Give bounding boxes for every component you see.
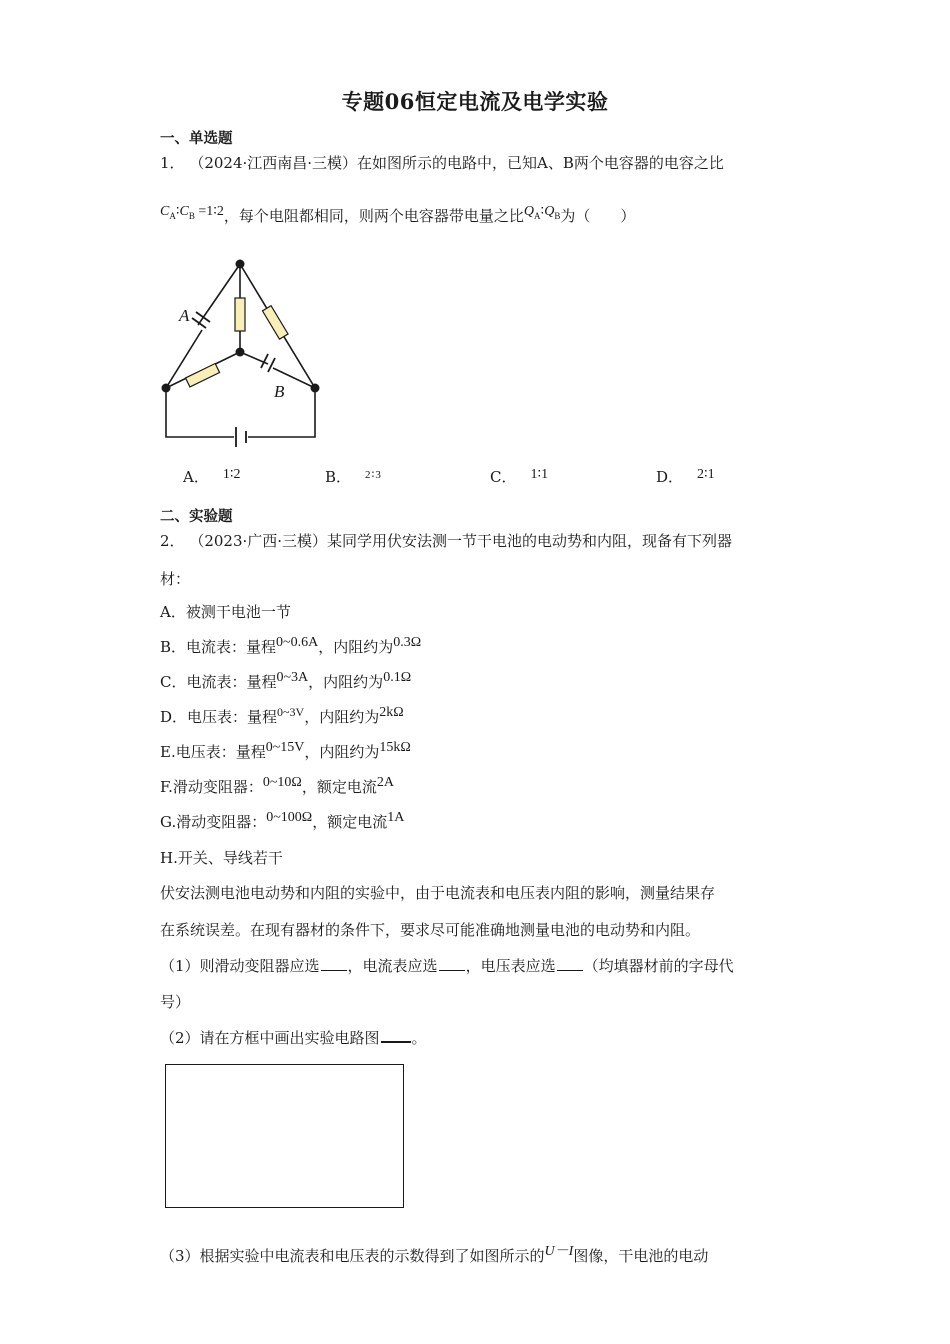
junction-node-top [236,260,245,269]
wire-segment [198,264,240,325]
equipment-item-a: A．被测干电池一节 [160,603,291,621]
q1-option-c[interactable]: C． 1∶1 [490,467,549,486]
equipment-item-f: F.滑动变阻器：0~10Ω，额定电流2A [160,775,394,796]
q2-line1 [160,531,732,551]
q1-source: （2024·江西南昌·三模） [189,154,358,172]
equipment-item-b: B．电流表：量程0~0.6A，内阻约为0.3Ω [160,635,422,656]
circuit-drawing-box[interactable] [165,1064,404,1208]
q1-option-a[interactable]: A． 1∶2 [183,467,241,486]
resistor-lower-left [186,363,220,386]
answer-blank-voltmeter[interactable] [557,956,583,971]
q1-charge-ratio: $Q_A∶Q_B$ [523,204,561,221]
q1-option-d[interactable]: D． 2∶1 [656,467,715,486]
wire-segment [166,388,234,437]
q1-text-line1: 在如图所示的电路中，已知A、B两个电容器的电容之比 [357,154,724,172]
q1-number: 1． [160,154,185,172]
q2-paragraph-line1: 伏安法测电池电动势和内阻的实验中，由于电流表和电压表内阻的影响，测量结果存 [160,884,716,902]
equipment-item-h: H.开关、导线若干 [160,849,283,867]
q1-line2 [160,206,635,232]
answer-blank-circuit[interactable] [381,1027,411,1043]
q1-answer-paren: 为（ ） [560,207,636,225]
equipment-item-e: E.电压表：量程0~15V，内阻约为15kΩ [160,740,411,761]
q2-source: （2023·广西·三模） [189,532,328,550]
q1-option-b[interactable]: B． $^{2∶3}$ [325,468,382,486]
q1-capacitance-ratio: $C_A∶C_B$ =1∶2 [160,204,224,221]
u-i-label: U－I [544,1244,574,1259]
q2-intro-line2: 材： [160,570,191,588]
answer-blank-rheostat[interactable] [321,956,347,971]
q2-number: 2． [160,532,185,550]
capacitor-a-label: A [179,306,190,325]
page-title: 专题06恒定电流及电学实验 [341,89,609,114]
triangle-circuit-figure [150,250,330,455]
equipment-item-g: G.滑动变阻器：0~100Ω，额定电流1A [160,810,405,831]
q2-subquestion-1: （1）则滑动变阻器应选 ，电流表应选 ，电压表应选 （均填器材前的字母代 [160,957,734,975]
equipment-item-d: D．电压表：量程$^{0\sim 3V}$，内阻约为2kΩ [160,705,404,726]
junction-node-left [162,384,171,393]
q1-text-line2: ，每个电阻都相同，则两个电容器带电量之比 [223,207,524,225]
resistor-vertical [235,298,245,331]
q2-subquestion-2: （2）请在方框中画出实验电路图 。 [160,1029,427,1047]
q2-paragraph-line2: 在系统误差。在现有器材的条件下，要求尽可能准确地测量电池的电动势和内阻。 [160,921,701,939]
q2-intro-line1: 某同学用伏安法测一节干电池的电动势和内阻，现备有下列器 [327,532,733,550]
battery-symbol [236,427,246,447]
capacitor-b-symbol [261,354,275,372]
q1-line1 [160,153,724,173]
junction-node-center [236,348,245,357]
q2-subquestion-3: （3）根据实验中电流表和电压表的示数得到了如图所示的U－I图像，干电池的电动 [160,1244,709,1265]
junction-node-right [311,384,320,393]
section-heading-experiment: 二、实验题 [160,508,233,525]
resistor-right-slanted [262,306,288,339]
equipment-item-c: C．电流表：量程0~3A，内阻约为0.1Ω [160,670,412,691]
q2-subquestion-1-line2: 号） [160,993,191,1011]
section-heading-single-choice: 一、单选题 [160,130,233,147]
answer-blank-ammeter[interactable] [439,956,465,971]
capacitor-b-label: B [274,382,285,401]
